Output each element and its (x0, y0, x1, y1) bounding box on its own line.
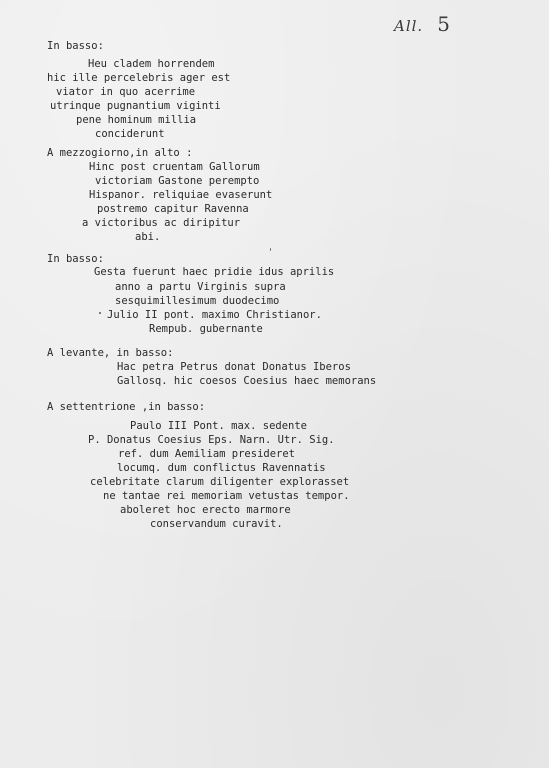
inscription-line: locumq. dum conflictus Ravennatis (117, 462, 326, 474)
paper-speck (99, 312, 101, 314)
inscription-line: ne tantae rei memoriam vetustas tempor. (103, 490, 350, 502)
annotation-label: All. (394, 17, 424, 35)
inscription-line: ref. dum Aemiliam presideret (118, 448, 296, 460)
section-heading: A mezzogiorno,in alto : (47, 147, 193, 159)
inscription-line: utrinque pugnantium viginti (50, 100, 221, 112)
inscription-line: abi. (135, 231, 161, 243)
inscription-line: Hac petra Petrus donat Donatus Iberos (117, 361, 351, 373)
section-heading: A levante, in basso: (47, 347, 174, 359)
inscription-line: sesquimillesimum duodecimo (115, 295, 280, 307)
inscription-line: pene hominum millia (76, 114, 197, 126)
inscription-line: Julio II pont. maximo Christianor. (107, 309, 322, 321)
inscription-line: a victoribus ac diripitur (82, 217, 241, 229)
section-heading: In basso: (47, 253, 104, 265)
inscription-line: postremo capitur Ravenna (97, 203, 249, 215)
inscription-line: celebritate clarum diligenter explorasset (90, 476, 350, 488)
paper-speck (270, 248, 271, 251)
section-heading: In basso: (47, 40, 104, 52)
inscription-line: conciderunt (95, 128, 165, 140)
inscription-line: P. Donatus Coesius Eps. Narn. Utr. Sig. (88, 434, 335, 446)
inscription-line: Rempub. gubernante (149, 323, 263, 335)
inscription-line: anno a partu Virginis supra (115, 281, 286, 293)
annotation-number: 5 (437, 12, 451, 36)
inscription-line: Hispanor. reliquiae evaserunt (89, 189, 273, 201)
inscription-line: Paulo III Pont. max. sedente (130, 420, 308, 432)
inscription-line: aboleret hoc erecto marmore (120, 504, 291, 516)
section-heading: A settentrione ,in basso: (47, 401, 206, 413)
inscription-line: Hinc post cruentam Gallorum (89, 161, 260, 173)
handwritten-annotation (394, 12, 451, 36)
inscription-line: Gesta fuerunt haec pridie idus aprilis (94, 266, 335, 278)
inscription-line: Heu cladem horrendem (88, 58, 215, 70)
inscription-line: conservandum curavit. (150, 518, 283, 530)
inscription-line: viator in quo acerrime (56, 86, 196, 98)
inscription-line: victoriam Gastone perempto (95, 175, 260, 187)
inscription-line: Gallosq. hic coesos Coesius haec memorans (117, 375, 377, 387)
inscription-line: hic ille percelebris ager est (47, 72, 231, 84)
